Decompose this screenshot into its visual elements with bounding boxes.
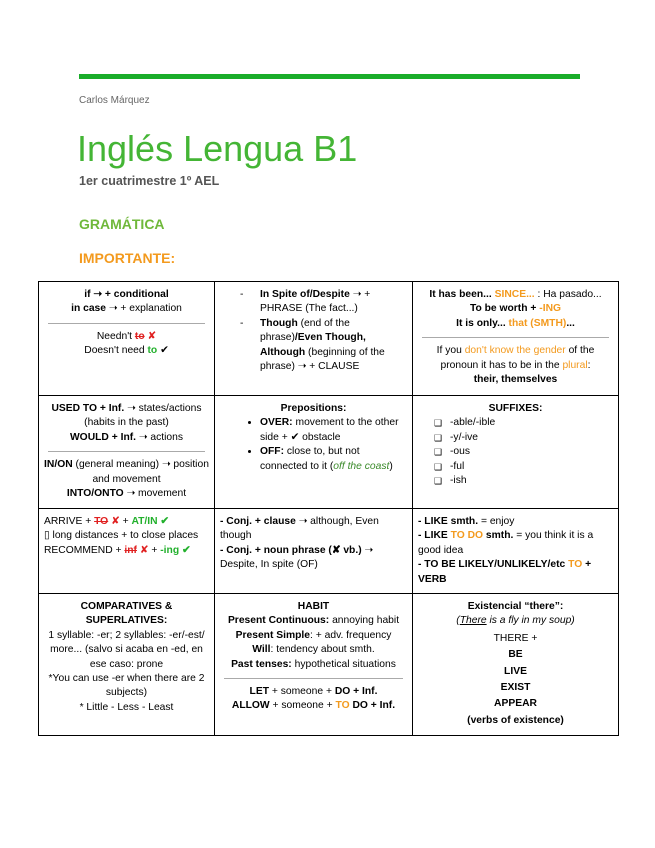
cell-heading: Prepositions: <box>280 403 347 414</box>
list-item: ❑ -able/-ible <box>434 417 496 429</box>
table-row <box>39 509 619 594</box>
bullet-list <box>220 416 407 474</box>
text-line: Present Continuous: annoying habit <box>227 615 400 627</box>
cell-prepositions <box>215 396 413 509</box>
cell-heading: HABIT <box>297 601 330 613</box>
text-line: *You can use -er when there are 2 subjects) <box>48 673 205 699</box>
text-line: THERE + <box>493 632 538 644</box>
text-line: Past tenses: hypothetical situations <box>231 658 396 670</box>
cell-like <box>413 509 619 594</box>
text-line: their, themselves <box>473 374 558 386</box>
page-subtitle: 1er cuatrimestre 1º AEL <box>79 174 220 188</box>
text-line: To be worth + -ING <box>469 303 562 315</box>
divider <box>48 451 205 452</box>
text-line: It has been... SINCE... : Ha pasado... <box>429 289 602 300</box>
cell-used-to <box>39 396 215 509</box>
cell-heading: COMPARATIVES & SUPERLATIVES: <box>80 601 173 627</box>
list-item: - In Spite of/Despite ➝ + PHRASE (The fact...) <box>240 289 371 315</box>
page-title: Inglés Lengua B1 <box>77 128 358 169</box>
text-line: It is only... that (SMTH)... <box>456 317 575 329</box>
text-line: (There is a fly in my soup) <box>456 615 575 627</box>
cell-habit <box>215 594 413 736</box>
text-line: if ➝ + conditional <box>84 289 169 300</box>
cell-arrive <box>39 509 215 594</box>
dash-list <box>220 288 407 374</box>
text-line: Doesn't need to ✔ <box>84 345 169 357</box>
grammar-table <box>38 281 619 736</box>
text-line: USED TO + Inf. ➝ states/actions (habits in the past) <box>51 403 202 429</box>
text-line: - LIKE smth. = enjoy <box>418 516 515 527</box>
cell-suffixes <box>413 396 619 509</box>
cell-comparatives <box>39 594 215 736</box>
text-line: * Little - Less - Least <box>79 701 174 713</box>
divider <box>224 678 403 679</box>
text-line: BE <box>508 649 523 661</box>
cell-despite <box>215 282 413 396</box>
text-line: EXIST <box>500 682 531 694</box>
cell-heading: Existencial “there”: <box>467 601 564 613</box>
list-item: • OVER: movement to the other side + ✔ obstacle <box>260 416 407 445</box>
divider <box>422 337 609 338</box>
text-line: APPEAR <box>494 698 537 710</box>
cell-conjunctions <box>215 509 413 594</box>
suffix-list <box>418 416 613 488</box>
section-heading: GRAMÁTICA <box>79 216 165 232</box>
text-line: LIVE <box>504 665 527 677</box>
list-item: ❑ -ous <box>434 446 471 458</box>
text-line: RECOMMEND + inf ✘ + -ing ✔ <box>44 544 191 556</box>
list-item: • OFF: close to, but not connected to it (off the coast) <box>260 445 407 474</box>
important-heading: IMPORTANTE: <box>79 250 176 266</box>
text-line: 1 syllable: -er; 2 syllables: -er/-est/ more... (salvo si acaba en -ed, en ese caso: prone <box>48 629 205 670</box>
list-item: ❑ -y/-ive <box>434 431 479 443</box>
list-item: - Though (end of the phrase)/Even Though, Although (beginning of the phrase) ➝ + CLAUSE <box>240 317 385 373</box>
text-line: (verbs of existence) <box>467 714 564 726</box>
table-row <box>39 396 619 509</box>
text-line: ▯ long distances + to close places <box>44 530 199 542</box>
text-line: Needn't to ✘ <box>96 330 157 342</box>
text-line: Will: tendency about smth. <box>252 644 375 656</box>
table-row <box>39 594 619 736</box>
text-line: ARRIVE + TO ✘ + AT/IN ✔ <box>44 516 170 527</box>
text-line: INTO/ONTO ➝ movement <box>66 488 187 500</box>
divider <box>48 323 205 324</box>
text-line: If you don't know the gender of the pronoun it has to be in the plural: <box>436 345 595 371</box>
text-line: - Conj. + noun phrase (✘ vb.) ➝ Despite, In spite (OF) <box>220 544 374 571</box>
text-line: - LIKE TO DO smth. = you think it is a good idea <box>418 530 594 556</box>
table-row <box>39 282 619 396</box>
text-line: LET + someone + DO + Inf. <box>249 686 378 698</box>
cell-heading: SUFFIXES: <box>488 403 543 414</box>
text-line: WOULD + Inf. ➝ actions <box>69 431 184 443</box>
text-line: - Conj. + clause ➝ although, Even though <box>220 516 379 542</box>
cell-existential <box>413 594 619 736</box>
cell-conditionals <box>39 282 215 396</box>
text-line: IN/ON (general meaning) ➝ position and movement <box>44 459 209 485</box>
list-item: ❑ -ful <box>434 460 465 472</box>
header-rule <box>79 74 580 79</box>
text-line: ALLOW + someone + TO DO + Inf. <box>231 700 396 712</box>
text-line: - TO BE LIKELY/UNLIKELY/etc TO + VERB <box>418 559 592 585</box>
list-item: ❑ -ish <box>434 475 467 487</box>
cell-since <box>413 282 619 396</box>
text-line: Present Simple: + adv. frequency <box>235 629 392 641</box>
author-name: Carlos Márquez <box>79 95 150 106</box>
text-line: in case ➝ + explanation <box>71 303 182 315</box>
